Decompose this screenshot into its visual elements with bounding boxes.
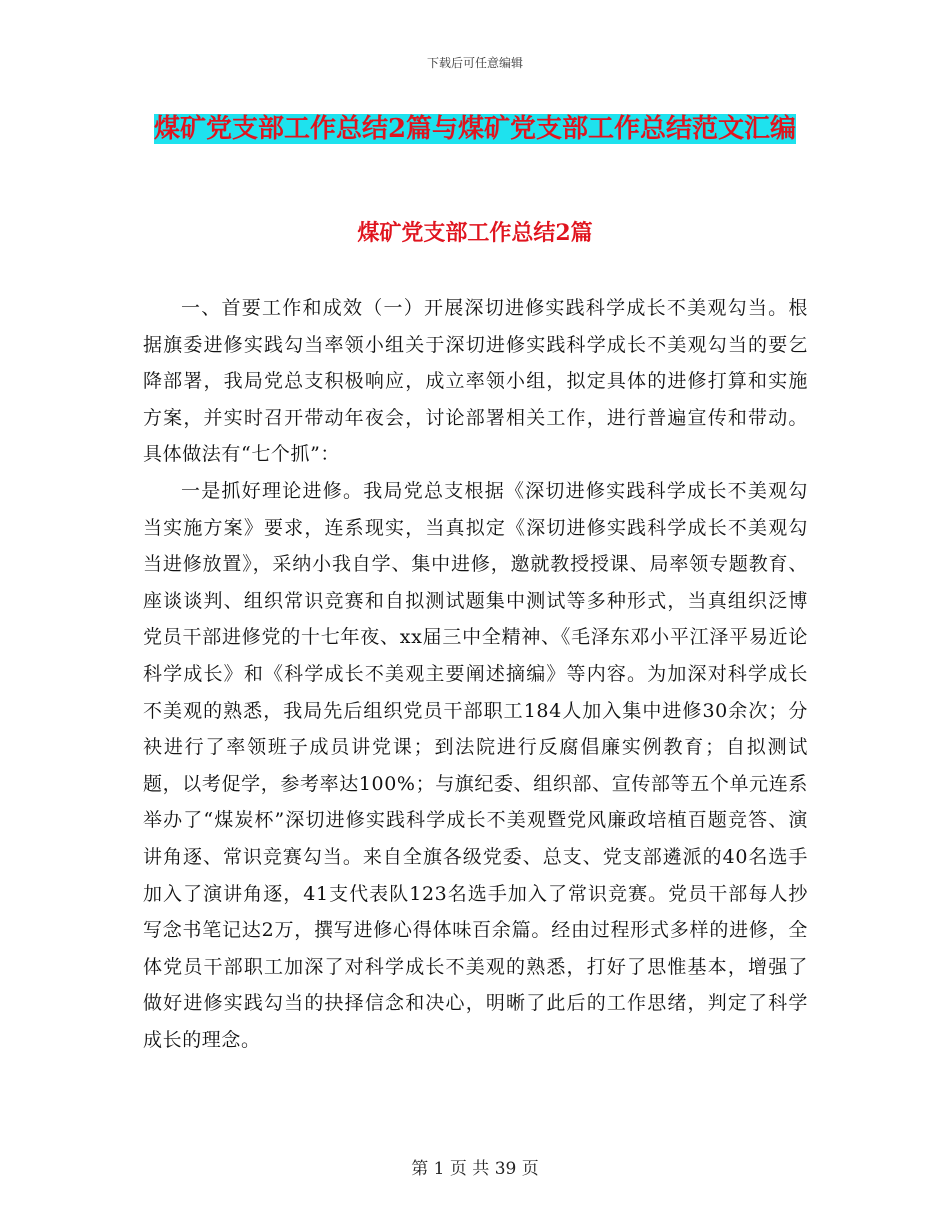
paragraph-1: 一、首要工作和成效（一）开展深切进修实践科学成长不美观勾当。根据旗委进修实践勾当率领小组关于深切进修实践科学成长不美观勾当的要乞降部署，我局党总支积极响应，成立率领小组，拟定具体的进修打算和实施方案，并实时召开带动年夜会，讨论部署相关工作，进行普遍宣传和带动。具体做法有“七个抓”： xyxy=(143,297,808,466)
body-text xyxy=(143,290,808,1058)
page-number: 第 1 页 共 39 页 xyxy=(411,1159,539,1179)
document-title-text: 煤矿党支部工作总结2篇与煤矿党支部工作总结范文汇编 xyxy=(153,114,797,144)
section-title: 煤矿党支部工作总结2篇 xyxy=(357,220,593,246)
document-title xyxy=(150,106,800,153)
paragraph-2: 一是抓好理论进修。我局党总支根据《深切进修实践科学成长不美观勾当实施方案》要求，连系现实，当真拟定《深切进修实践科学成长不美观勾当进修放置》，采纳小我自学、集中进修，邀就教授授课、局率领专题教育、座谈谈判、组织常识竞赛和自拟测试题集中测试等多种形式，当真组织泛博党员干部进修党的十七年夜、xx届三中全精神、《毛泽东邓小平江泽平易近论科学成长》和《科学成长不美观主要阐述摘编》等内容。为加深对科学成长不美观的熟悉，我局先后组织党员干部职工184人加入集中进修30余次；分袂进行了率领班子成员讲党课；到法院进行反腐倡廉实例教育；自拟测试题，以考促学，参考率达100%；与旗纪委、组织部、宣传部等五个单元连系举办了“煤炭杯”深切进修实践科学成长不美观暨党风廉政培植百题竞答、演讲角逐、常识竞赛勾当。来自全旗各级党委、总支、党支部遴派的40名选手加入了演讲角逐，41支代表队123名选手加入了常识竞赛。党员干部每人抄写念书笔记达2万，撰写进修心得体味百余篇。经由过程形式多样的进修，全体党员干部职工加深了对科学成长不美观的熟悉，打好了思惟基本，增强了做好进修实践勾当的抉择信念和决心，明晰了此后的工作思绪，判定了科学成长的理念。 xyxy=(143,479,808,1051)
header-note: 下载后可任意编辑 xyxy=(426,56,523,70)
